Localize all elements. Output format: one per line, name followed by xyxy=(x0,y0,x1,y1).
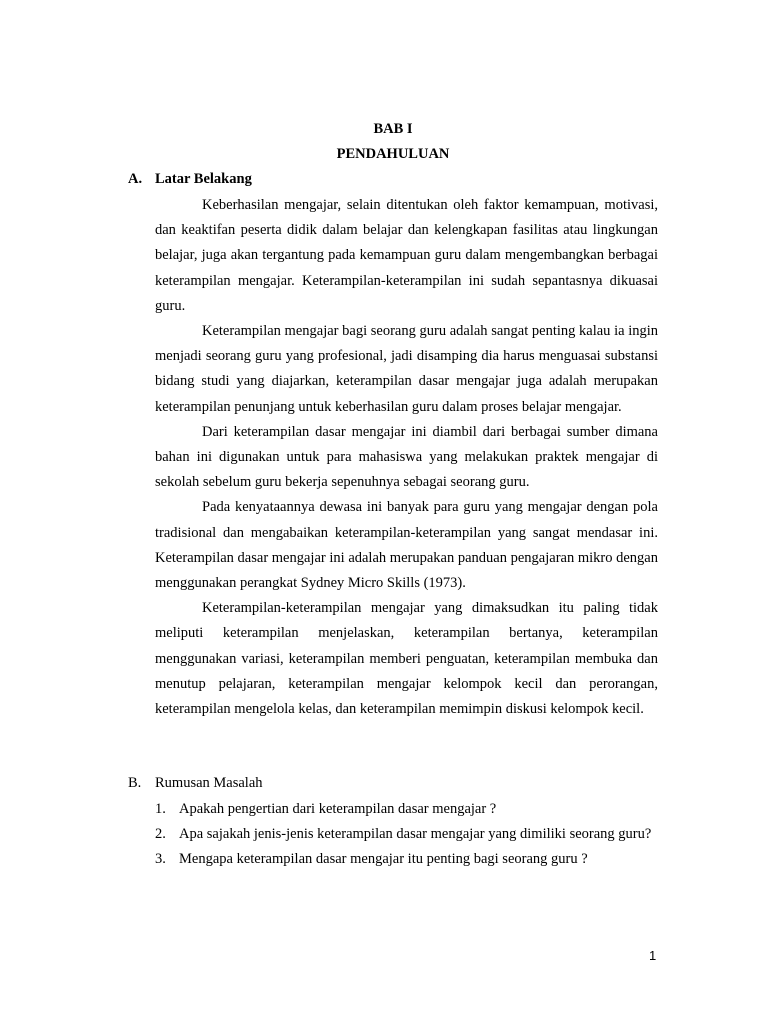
chapter-title: PENDAHULUAN xyxy=(336,146,450,162)
section-b-label: B. xyxy=(128,775,142,791)
list-text: Apa sajakah jenis-jenis keterampilan dasar mengajar yang dimiliki seorang guru? xyxy=(179,826,652,843)
list-item xyxy=(155,847,658,872)
paragraph: Pada kenyataannya dewasa ini banyak para guru yang mengajar dengan pola tradisional dan mengabaikan keterampilan-keterampilan yang sangat mendasar ini. Keterampilan dasar mengajar ini adalah merupakan panduan pengajaran mikro dengan menggunakan perangkat Sydney Micro Skills (1973). xyxy=(155,499,658,592)
section-a-heading: Latar Belakang xyxy=(155,171,252,187)
list-text: Apakah pengertian dari keterampilan dasar mengajar ? xyxy=(179,801,497,817)
section-b-heading: Rumusan Masalah xyxy=(155,775,263,791)
page-number: 1 xyxy=(649,948,657,963)
list-number: 2. xyxy=(155,826,166,843)
section-a-body xyxy=(155,193,658,722)
paragraph: Dari keterampilan dasar mengajar ini diambil dari berbagai sumber dimana bahan ini digunakan untuk para mahasiswa yang melakukan praktek mengajar di sekolah sebelum guru bekerja sepenuhnya sebagai seorang guru. xyxy=(155,423,658,491)
list-item xyxy=(155,797,658,822)
chapter-number: BAB I xyxy=(373,121,413,137)
list-number: 1. xyxy=(155,801,166,817)
list-item xyxy=(155,822,658,847)
list-number: 3. xyxy=(155,851,166,868)
paragraph: Keterampilan mengajar bagi seorang guru adalah sangat penting kalau ia ingin menjadi seorang guru yang profesional, jadi disamping dia harus menguasai substansi bidang studi yang diajarkan, keterampilan dasar mengajar juga adalah merupakan keterampilan penunjang untuk keberhasilan guru dalam proses belajar mengajar. xyxy=(155,323,658,415)
paragraph: Keterampilan-keterampilan mengajar yang dimaksudkan itu paling tidak meliputi keterampilan menjelaskan, keterampilan bertanya, keterampilan menggunakan variasi, keterampilan memberi penguatan, keterampilan membuka dan menutup pelajaran, keterampilan mengajar kelompok kecil dan perorangan, keterampilan mengelola kelas, dan keterampilan memimpin diskusi kelompok kecil. xyxy=(155,600,658,718)
paragraph: Keberhasilan mengajar, selain ditentukan oleh faktor kemampuan, motivasi, dan keaktifan peserta didik dalam belajar dan kelengkapan fasilitas atau lingkungan belajar, juga akan tergantung pada kemampuan guru dalam mengembangkan berbagai keterampilan mengajar. Keterampilan-keterampilan ini sudah sepantasnya dikuasai guru. xyxy=(155,197,658,314)
list-text: Mengapa keterampilan dasar mengajar itu penting bagi seorang guru ? xyxy=(179,851,588,868)
problem-list xyxy=(155,797,658,873)
section-a-label: A. xyxy=(128,171,143,187)
